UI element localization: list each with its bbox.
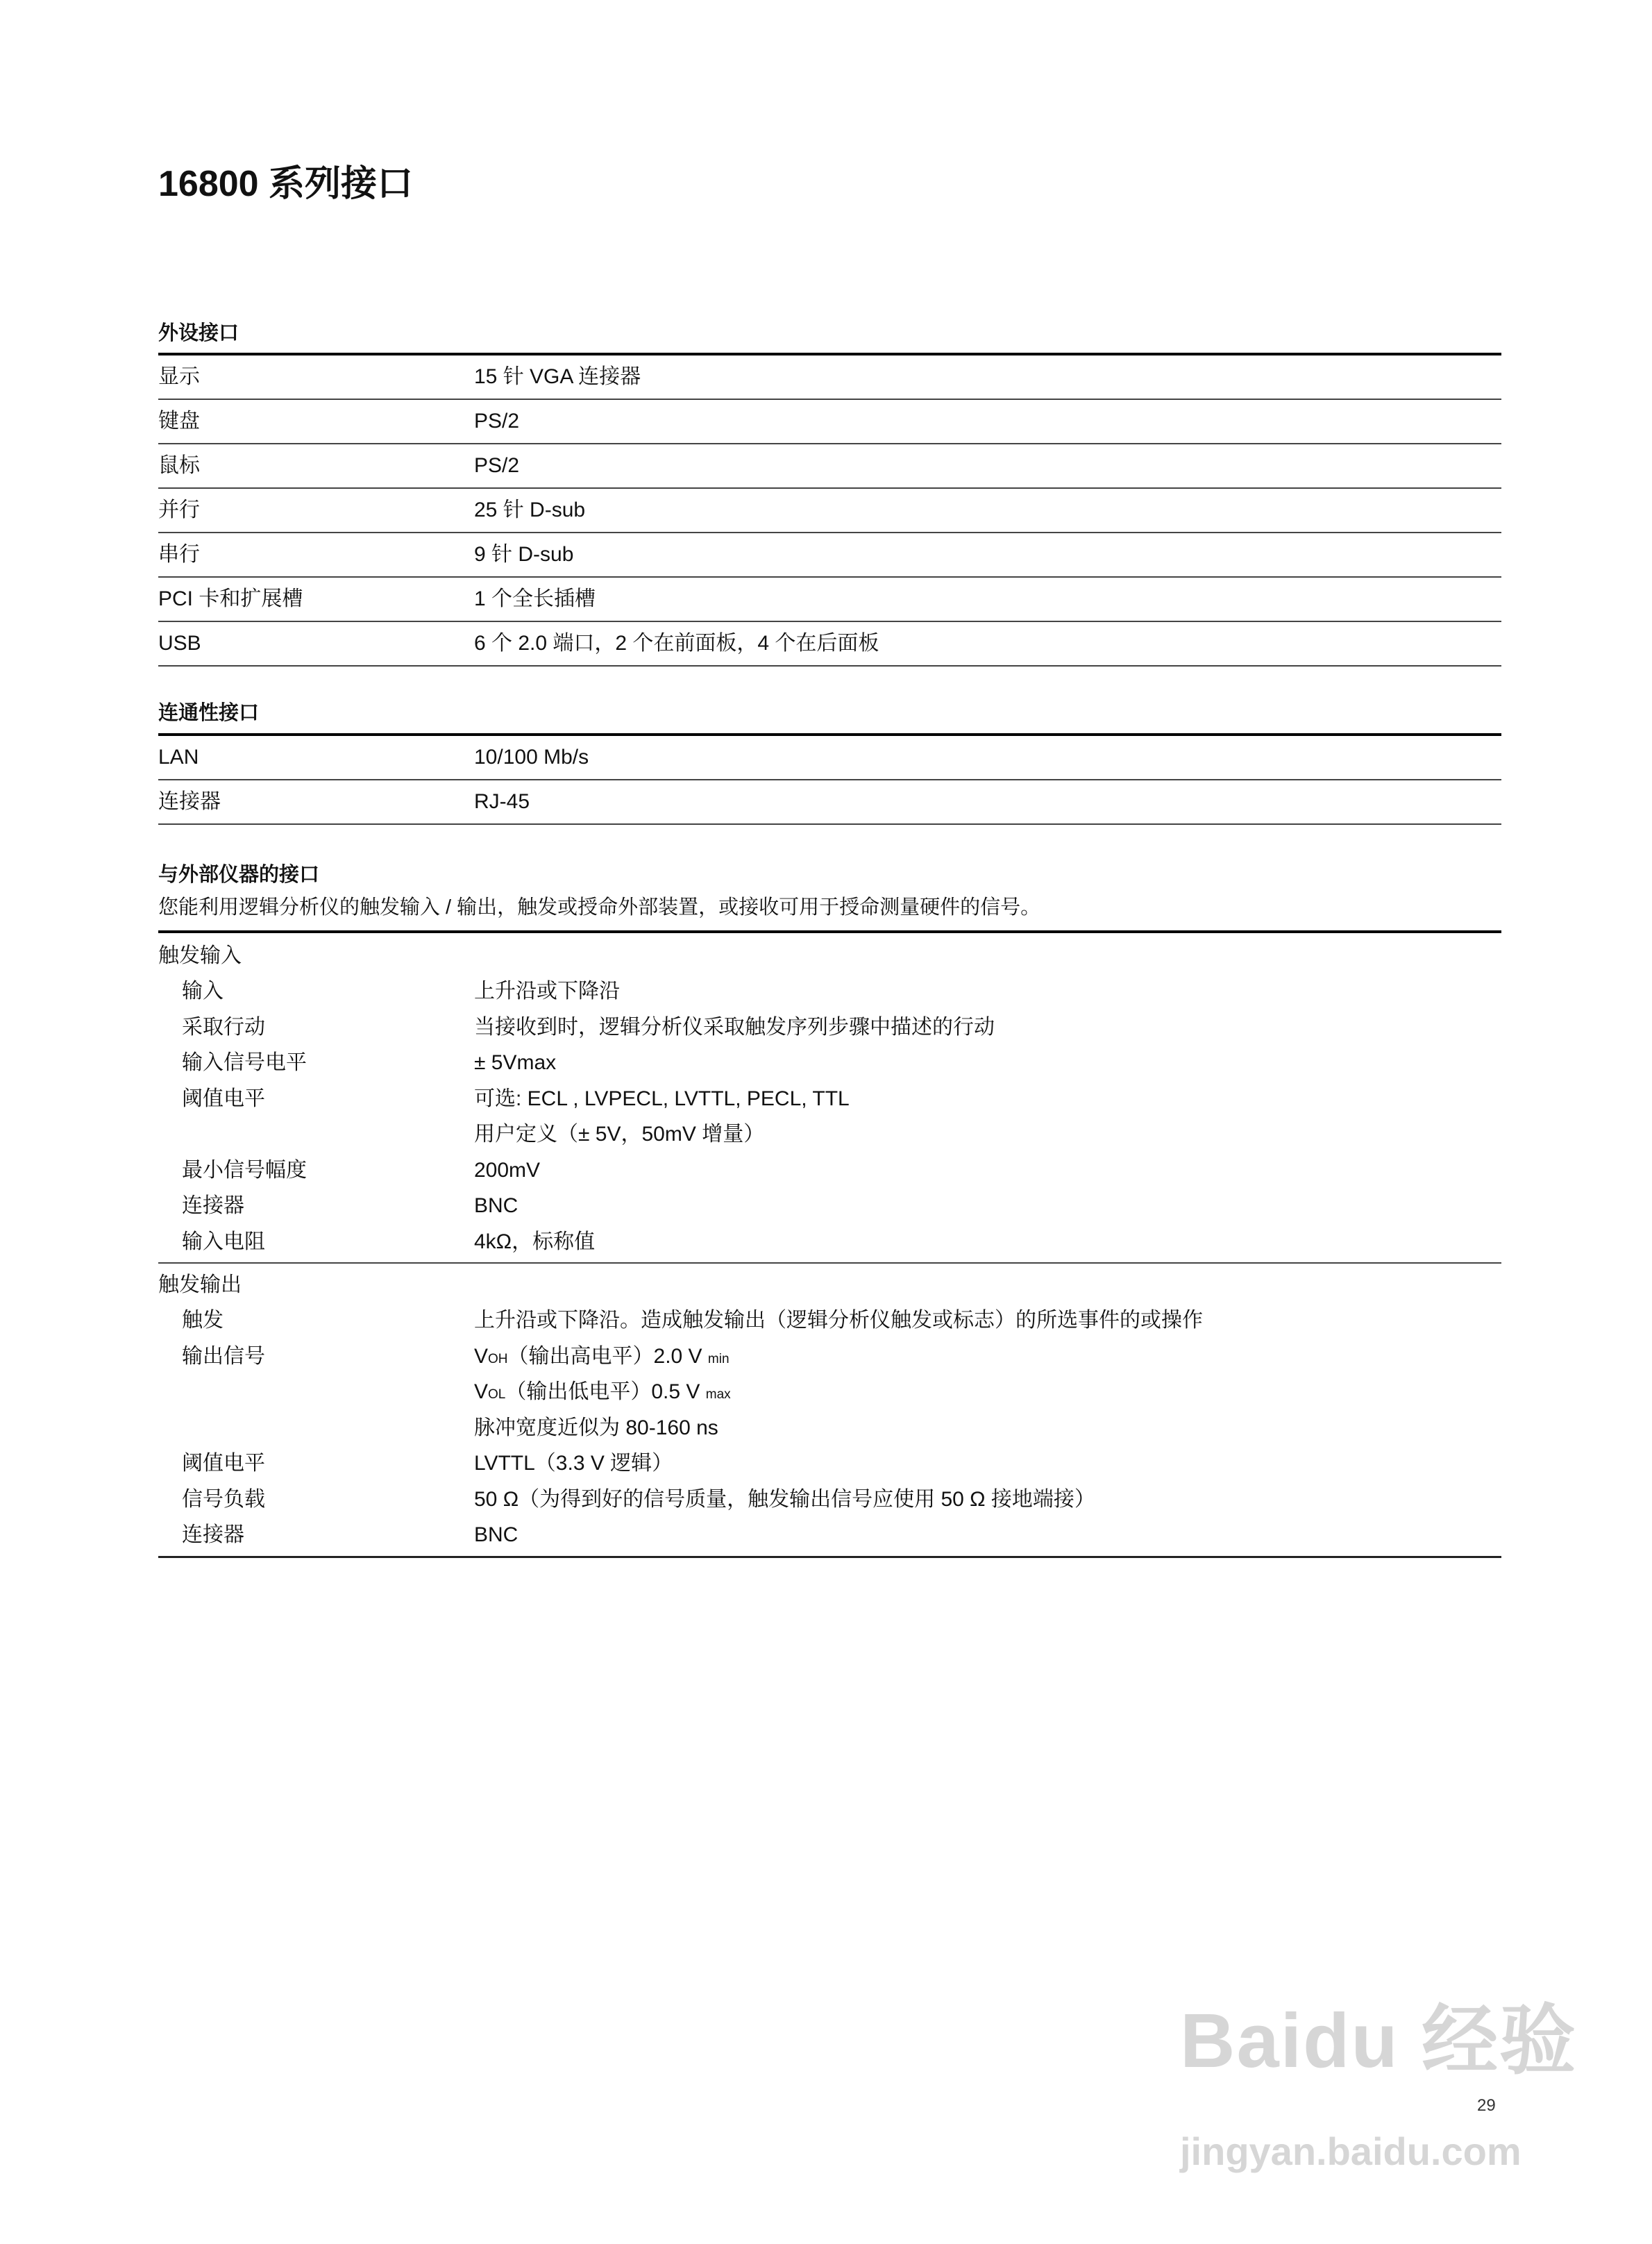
spec-value: PS/2 — [474, 410, 520, 433]
spec-label: 阈值电平 — [182, 1452, 265, 1475]
spec-label: PCI 卡和扩展槽 — [158, 587, 303, 610]
spec-row — [158, 444, 1501, 489]
spec-label — [158, 1116, 474, 1153]
spec-label: 采取行动 — [182, 1015, 265, 1039]
spec-label: 鼠标 — [158, 454, 200, 477]
spec-row — [158, 1116, 1501, 1153]
spec-row — [158, 1188, 1501, 1224]
spec-value: 10/100 Mb/s — [474, 746, 589, 769]
spec-label: LAN — [158, 746, 199, 769]
spec-label: 连接器 — [182, 1523, 244, 1546]
spec-label: 输入电阻 — [182, 1230, 265, 1253]
spec-label: 触发 — [182, 1309, 224, 1332]
spec-value: 6 个 2.0 端口，2 个在前面板，4 个在后面板 — [474, 632, 879, 655]
group-label: 触发输出 — [158, 1273, 242, 1296]
spec-row — [158, 1081, 1501, 1117]
section-heading: 与外部仪器的接口 — [158, 864, 320, 886]
spec-value: VOH（输出高电平）2.0 V min — [474, 1344, 730, 1368]
section-heading: 连通性接口 — [158, 697, 1501, 736]
spec-value: ± 5Vmax — [474, 1051, 557, 1074]
spec-value: 上升沿或下降沿 — [474, 980, 620, 1003]
spec-label: 显示 — [158, 365, 200, 388]
spec-value: 用户定义（± 5V，50mV 增量） — [474, 1123, 765, 1146]
spec-row — [158, 780, 1501, 825]
spec-value: 上升沿或下降沿。造成触发输出（逻辑分析仪触发或标志）的所选事件的或操作 — [474, 1309, 1203, 1332]
spec-row — [158, 1153, 1501, 1189]
spec-label: 并行 — [158, 499, 200, 521]
spec-value: 15 针 VGA 连接器 — [474, 365, 641, 388]
spec-label: 串行 — [158, 543, 200, 566]
spec-row — [158, 1010, 1501, 1046]
spec-label: 输入信号电平 — [182, 1051, 307, 1074]
spec-row — [158, 355, 1501, 400]
page-title: 16800 系列接口 — [158, 164, 414, 204]
watermark-brand: Baidu 经验 — [1180, 1998, 1578, 2084]
spec-value: 当接收到时，逻辑分析仪采取触发序列步骤中描述的行动 — [474, 1015, 995, 1039]
spec-row — [158, 1410, 1501, 1446]
spec-row — [158, 489, 1501, 533]
spec-row — [158, 1303, 1501, 1339]
divider — [158, 1262, 1501, 1264]
spec-row — [158, 1374, 1501, 1410]
spec-row — [158, 1224, 1501, 1260]
spec-value: VOL（输出低电平）0.5 V max — [474, 1380, 731, 1403]
spec-row — [158, 1482, 1501, 1518]
spec-label: USB — [158, 632, 201, 655]
spec-value: 50 Ω（为得到好的信号质量，触发输出信号应使用 50 Ω 接地端接） — [474, 1487, 1095, 1511]
section-heading: 外设接口 — [158, 318, 1501, 355]
peripheral-section — [158, 318, 1501, 667]
spec-label: 输入 — [182, 980, 224, 1003]
spec-value: 25 针 D-sub — [474, 499, 586, 521]
spec-label: 最小信号幅度 — [182, 1158, 307, 1182]
external-section — [158, 860, 1501, 1558]
spec-label: 连接器 — [182, 1194, 244, 1217]
spec-row — [158, 622, 1501, 667]
spec-row — [158, 400, 1501, 444]
spec-row — [158, 533, 1501, 578]
spec-value: LVTTL（3.3 V 逻辑） — [474, 1452, 673, 1475]
spec-value: RJ-45 — [474, 790, 530, 813]
watermark-url: jingyan.baidu.com — [1180, 2129, 1522, 2173]
connectivity-section — [158, 697, 1501, 825]
spec-row — [158, 1446, 1501, 1482]
spec-value: 4kΩ，标称值 — [474, 1230, 596, 1253]
spec-row — [158, 973, 1501, 1010]
spec-value: 可选: ECL , LVPECL, LVTTL, PECL, TTL — [474, 1087, 850, 1110]
spec-value: 脉冲宽度近似为 80-160 ns — [474, 1416, 718, 1439]
spec-label: 阈值电平 — [182, 1087, 265, 1110]
section-description: 您能利用逻辑分析仪的触发输入 / 输出，触发或授命外部装置，或接收可用于授命测量硬件的信号。 — [158, 890, 1501, 933]
page-number: 29 — [1477, 2096, 1496, 2115]
group-label: 触发输入 — [158, 944, 242, 967]
spec-row — [158, 1045, 1501, 1081]
spec-value: BNC — [474, 1194, 519, 1217]
spec-row — [158, 1339, 1501, 1375]
spec-label: 键盘 — [158, 410, 200, 433]
spec-label: 连接器 — [158, 790, 221, 813]
spec-row — [158, 736, 1501, 780]
spec-value: BNC — [474, 1523, 519, 1546]
spec-value: 9 针 D-sub — [474, 543, 574, 566]
spec-row — [158, 578, 1501, 622]
spec-value: 1 个全长插槽 — [474, 587, 596, 610]
spec-row — [158, 1517, 1501, 1553]
spec-label: 信号负载 — [182, 1487, 265, 1511]
divider — [158, 1556, 1501, 1558]
spec-value: 200mV — [474, 1158, 541, 1182]
spec-label: 输出信号 — [182, 1344, 265, 1368]
spec-value: PS/2 — [474, 454, 520, 477]
